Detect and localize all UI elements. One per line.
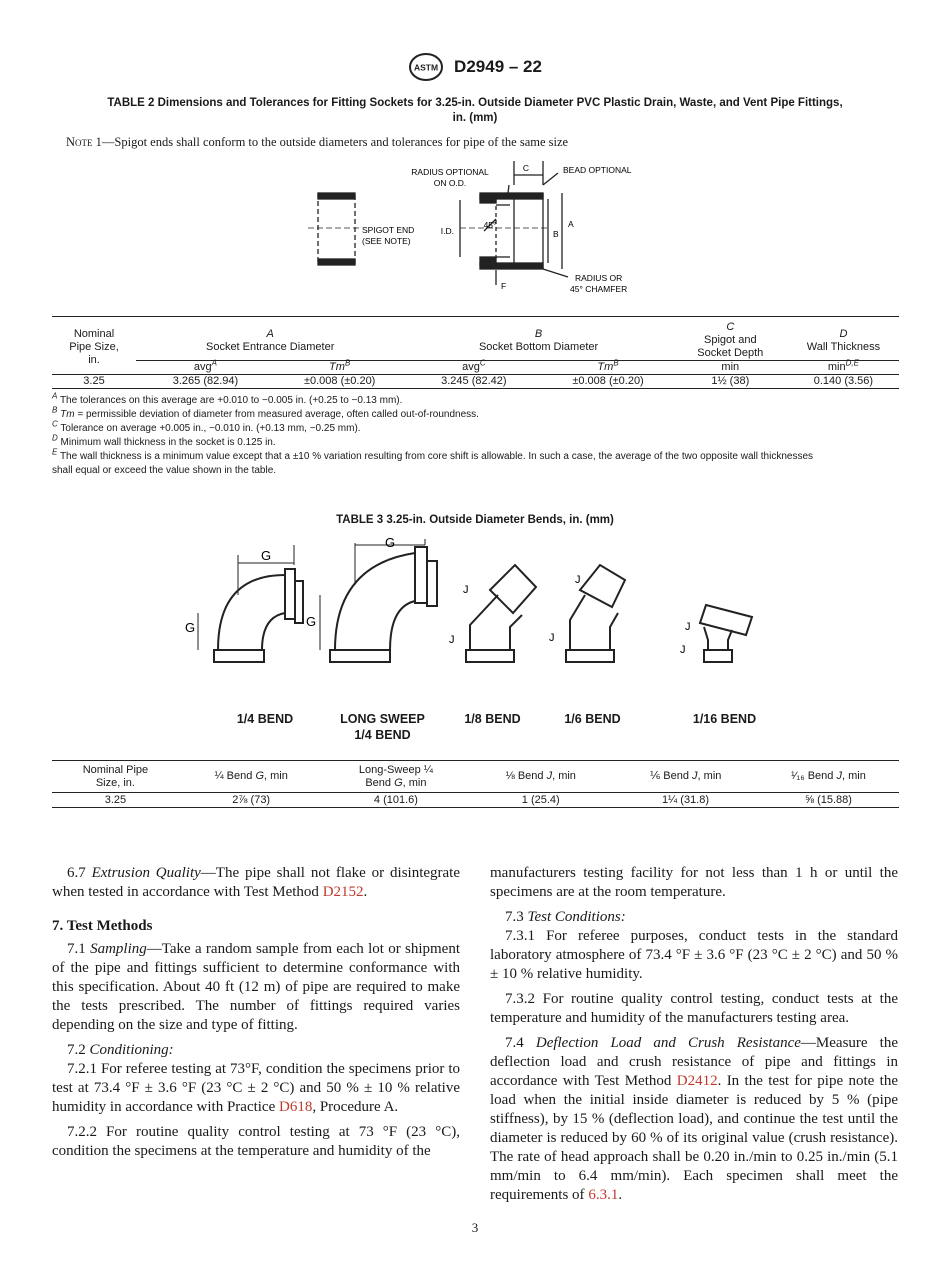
table-row: 3.25 2⅞ (73) 4 (101.6) 1 (25.4) 1¼ (31.8) ⅝ (15.88) [52, 793, 899, 808]
table2-footnotes [52, 391, 902, 478]
svg-text:J: J [680, 644, 686, 656]
svg-text:J: J [463, 584, 469, 596]
svg-text:BEAD OPTIONAL: BEAD OPTIONAL [563, 165, 632, 175]
svg-text:J: J [449, 634, 455, 646]
para-7-3-2: 7.3.2 For routine quality control testing, conduct tests at the temperature and humidity of the manufacturers testing area. [490, 991, 898, 1026]
svg-text:(SEE NOTE): (SEE NOTE) [362, 236, 411, 246]
link-6-3-1[interactable]: 6.3.1 [588, 1187, 619, 1203]
svg-text:SPIGOT END: SPIGOT END [362, 225, 415, 235]
svg-text:B: B [553, 229, 559, 239]
svg-text:RADIUS OPTIONAL: RADIUS OPTIONAL [411, 167, 489, 177]
svg-text:J: J [549, 632, 555, 644]
table-row: 3.25 3.265 (82.94) ±0.008 (±0.20) 3.245 (82.42) ±0.008 (±0.20) 1½ (38) 0.140 (3.56) [52, 375, 899, 389]
svg-text:J: J [685, 621, 691, 633]
svg-text:A: A [568, 219, 574, 229]
para-7-2-2: 7.2.2 For routine quality control testing at 73 °F (23 °C), condition the specimens at the temperature and humidity of the [52, 1124, 460, 1159]
link-d2412[interactable]: D2412 [676, 1073, 718, 1089]
t2-header-a: A Socket Entrance Diameter [205, 327, 335, 353]
footnote-b: $^B$ Tm = permissible deviation of diameter from measured average, often called out-of-roundness. [52, 405, 479, 420]
table3 [52, 760, 899, 808]
t2-sub-avg-b: avg$^C$ [462, 358, 486, 373]
link-d2152[interactable]: D2152 [322, 884, 364, 900]
bends-diagram [180, 535, 780, 675]
t2-sub-tm-b: $Tm^B$ [597, 358, 619, 373]
svg-text:C: C [522, 163, 530, 173]
t2-sub-min-d: $\min^{D,E}$ [827, 358, 859, 373]
footnote-d: $^D$ Minimum wall thickness in the socket is 0.125 in. [52, 433, 276, 448]
svg-text:ASTM: ASTM [414, 62, 439, 73]
svg-text:G: G [384, 535, 396, 550]
svg-text:F: F [501, 281, 507, 291]
para-6-7: 6.7 Extrusion Quality—The pipe shall not flake or disintegrate when tested in accordance with Test Method D2152. [52, 865, 461, 900]
t2-sub-avg-a: avg$^A$ [193, 358, 218, 373]
para-7-4: 7.4 Deflection Load and Crush Resistance—Measure the deflection load and crush resistance of pipe and fittings in accordance with Test Method D2412. In the test for pipe note the load when the initial inside diameter is reduced by 5 % (pipe stiffness), by 15 % (deflection load), and continue the test until the diameter is reduced by 60 % of its original value (crush resistance). The rate of head approach shall be 0.20 in./min to 0.25 in./min (5.1 mm/min to 6.4 mm/min). Each specimen shall meet the requirements of 6.3.1. [490, 1035, 898, 1203]
astm-logo-icon [408, 52, 444, 82]
page-number: 3 [471, 1220, 479, 1235]
svg-text:I.D.: I.D. [440, 226, 454, 236]
t3-header-sixth: ⅙ Bend J, min [649, 770, 722, 782]
bend-label-eighth: 1/8 BEND [464, 712, 521, 726]
body-right-column [490, 864, 898, 1205]
footnote-c: $^C$ Tolerance on average +0.005 in., −0.010 in. (+0.13 mm, −0.25 mm). [52, 419, 361, 434]
footnote-e-cont: shall equal or exceed the value shown in the table. [52, 465, 277, 476]
page-header [0, 52, 950, 82]
standard-designation: D2949 – 22 [454, 57, 542, 76]
para-7-3-1: 7.3.1 For referee purposes, conduct tests in the standard laboratory atmosphere of 73.4 °F ± 3.6 °F (23 °C ± 2 °C) and 50 % ± 10 % relative humidity. [490, 928, 898, 982]
bend-label-sixth: 1/6 BEND [564, 712, 621, 726]
link-d618[interactable]: D618 [279, 1099, 313, 1115]
table2-note: Note 1—Spigot ends shall conform to the outside diameters and tolerances for pipe of the same size [66, 135, 569, 149]
bend-label-long-sweep: LONG SWEEP 1/4 BEND [340, 712, 425, 742]
table2 [52, 316, 899, 389]
table2-caption: TABLE 2 Dimensions and Tolerances for Fitting Sockets for 3.25-in. Outside Diameter PVC Plastic Drain, Waste, and Vent Pipe Fittings, in. (mm) [107, 97, 843, 124]
t2-header-nominal: Nominal Pipe Size, in. [69, 328, 119, 366]
t2-sub-tm-a: $Tm^B$ [329, 358, 351, 373]
para-7-3: 7.3 Test Conditions: [505, 909, 626, 925]
footnote-a: $^A$ The tolerances on this average are +0.010 to −0.005 in. (+0.25 to −0.13 mm). [52, 391, 403, 406]
t2-header-c: C Spigot and Socket Depth [697, 321, 764, 359]
bend-label-quarter: 1/4 BEND [236, 712, 294, 726]
svg-text:RADIUS OR: RADIUS OR [575, 273, 623, 283]
t2-sub-min-c: min [721, 361, 740, 373]
footnote-e: $^E$ The wall thickness is a minimum value except that a ±10 % variation resulting from core shift is allowable. In such a case, the average of the two opposite wall thicknesses [52, 447, 814, 462]
para-7-1: 7.1 Sampling—Take a random sample from each lot or shipment of the pipe and fittings sufficient to determine conformance with this specification. About 40 ft (12 m) of pipe are required to make the tests prescribed. The number of fittings required varies depending on the size and type of fitting. [52, 941, 461, 1033]
svg-text:ON O.D.: ON O.D. [433, 178, 467, 188]
bend-label-sixteenth: 1/16 BEND [692, 712, 757, 726]
t2-header-b: B Socket Bottom Diameter [478, 327, 599, 353]
t3-header-long-sweep: Long-Sweep ¼ Bend G, min [358, 763, 433, 789]
socket-diagram [300, 155, 660, 300]
svg-text:45°: 45° [483, 220, 497, 230]
svg-text:G: G [260, 548, 272, 563]
t3-header-sixteenth: ¹⁄₁₆ Bend J, min [791, 770, 866, 782]
svg-text:G: G [184, 620, 196, 635]
t2-header-d: D Wall Thickness [806, 327, 881, 353]
svg-text:G: G [305, 614, 317, 629]
para-7-2: 7.2 Conditioning: [67, 1042, 174, 1058]
para-7-2-1: 7.2.1 For referee testing at 73°F, condition the specimens prior to test at 73.4 °F ± 3.6 °F (23 °C ± 2 °C) and 50 % ± 10 % relative humidity in accordance with Practice D618, Procedure A. [52, 1061, 460, 1115]
para-7-2-2-cont: manufacturers testing facility for not less than 1 h or until the specimens are at the room temperature. [490, 865, 898, 900]
body-left-column [52, 864, 460, 1161]
table3-caption: TABLE 3 3.25-in. Outside Diameter Bends, in. (mm) [336, 514, 614, 526]
t3-header-eighth: ⅛ Bend J, min [505, 770, 576, 782]
t3-header-quarter: ¼ Bend G, min [214, 770, 288, 782]
section-7-heading: 7. Test Methods [52, 918, 153, 934]
svg-text:J: J [575, 574, 581, 586]
t3-header-size: Nominal Pipe Size, in. [82, 763, 149, 789]
svg-text:45° CHAMFER: 45° CHAMFER [570, 284, 628, 294]
